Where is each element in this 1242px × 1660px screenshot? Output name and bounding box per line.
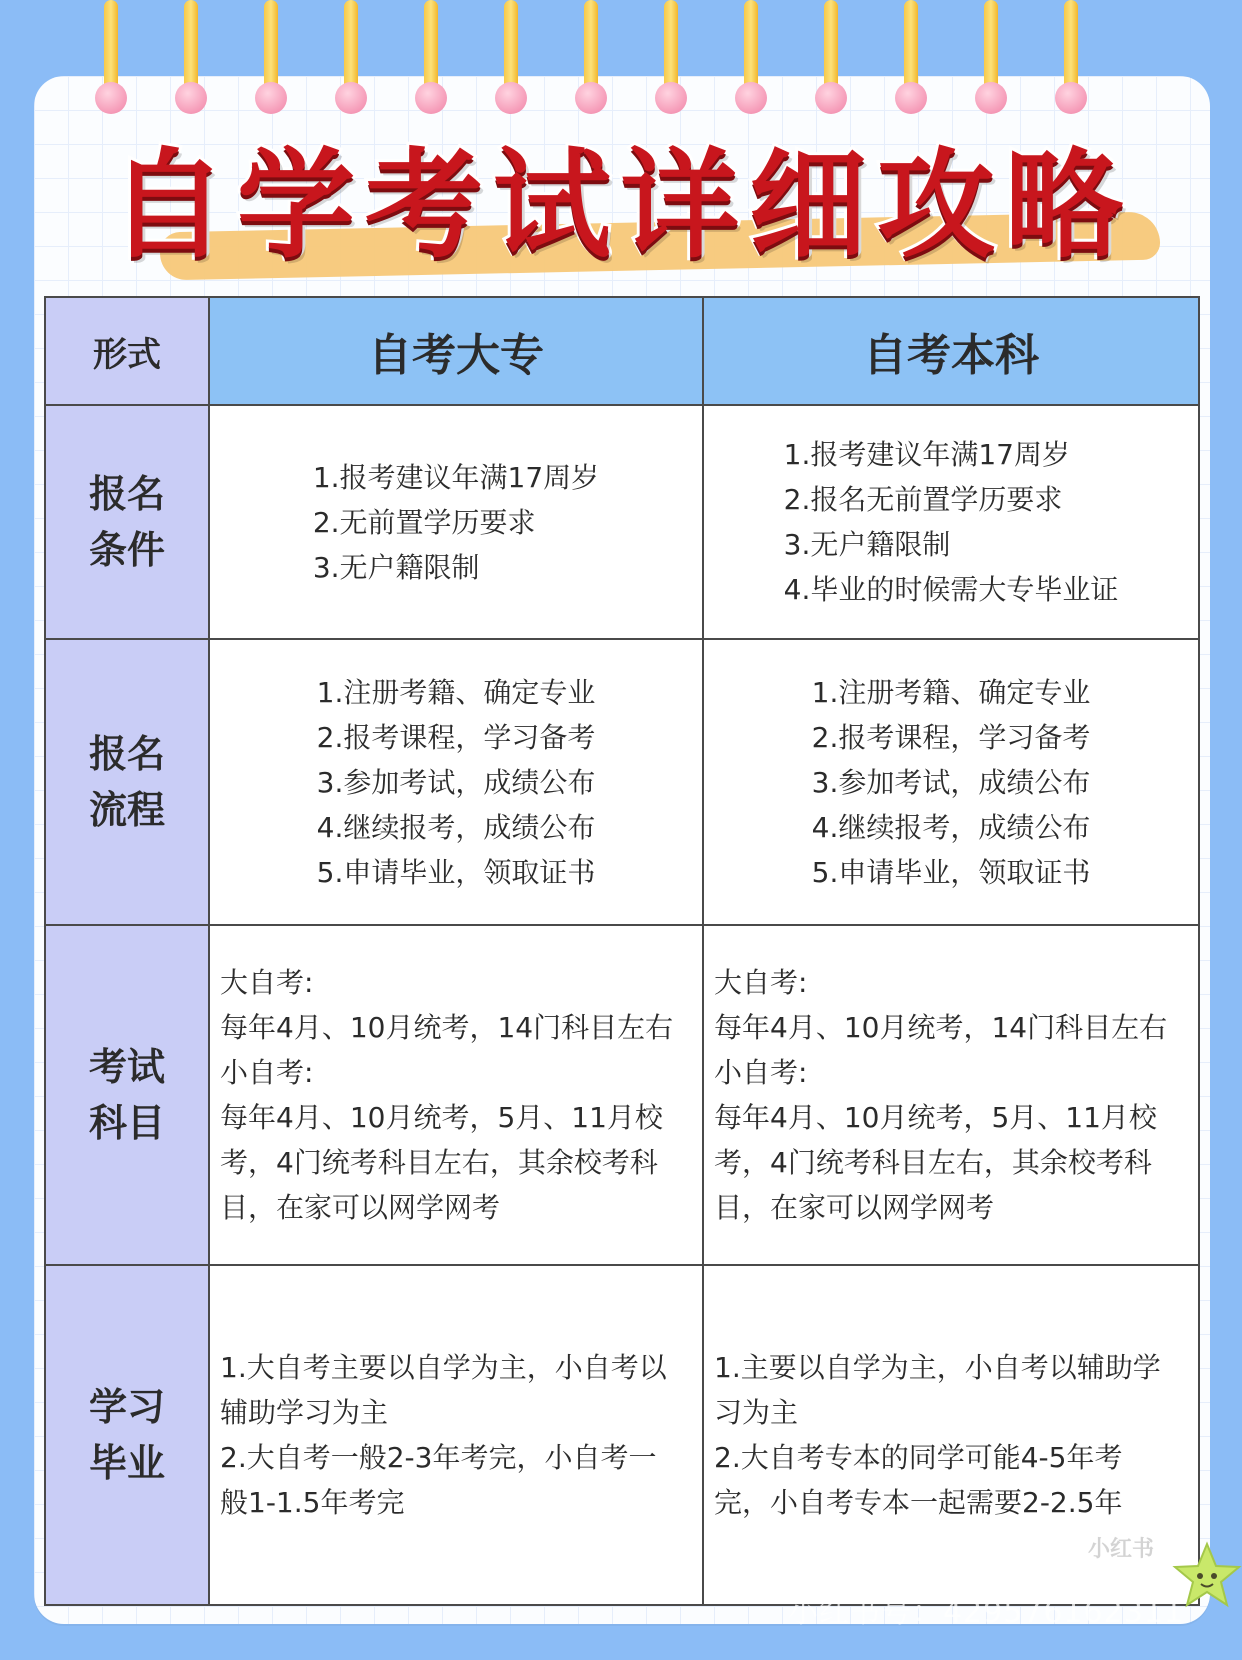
list-item: 每年4月、10月统考，5月、11月校: [220, 1101, 663, 1134]
binder-ring: [736, 0, 766, 106]
list-item: 习为主: [714, 1396, 799, 1429]
binder-ring: [496, 0, 526, 106]
binder-ring: [1056, 0, 1086, 106]
list-item: 辅助学习为主: [220, 1396, 389, 1429]
row-label-subjects: [45, 925, 209, 1265]
binder-ring: [336, 0, 366, 106]
list-item: 3.无户籍限制: [783, 528, 951, 561]
list-item: 2.大自考专本的同学可能4-5年考: [714, 1441, 1123, 1474]
list-item: 考，4门统考科目左右，其余校考科: [220, 1146, 658, 1179]
page-title: 自学考试详细攻略: [108, 136, 1133, 274]
list-item: 2.报考课程，学习备考: [316, 720, 596, 754]
table-header-row: [45, 297, 1199, 405]
binder-ring: [976, 0, 1006, 106]
process-associate: [209, 639, 703, 925]
title-banner: [40, 130, 1202, 280]
row-label-line: 科目: [88, 1101, 165, 1145]
binder-ring: [816, 0, 846, 106]
list-item: 1.大自考主要以自学为主，小自考以: [220, 1351, 667, 1384]
list-item: 3.无户籍限制: [312, 550, 480, 584]
list-item: 完，小自考专本一起需要2-2.5年: [714, 1486, 1123, 1519]
row-label-graduation: [45, 1265, 209, 1605]
row-label-line: 流程: [88, 788, 165, 832]
list-item: 2.大自考一般2-3年考完，小自考一: [220, 1441, 657, 1474]
table-row: [45, 1265, 1199, 1605]
header-col-associate: 自考大专: [209, 297, 703, 405]
list-item: 1.报考建议年满17周岁: [312, 460, 600, 494]
list-item: 5.申请毕业，领取证书: [811, 855, 1091, 889]
list-item: 3.参加考试，成绩公布: [316, 765, 596, 799]
binder-ring: [176, 0, 206, 106]
binder-rings: [0, 0, 1242, 140]
requirements-associate: [209, 405, 703, 639]
header-form-label: 形式: [45, 297, 209, 405]
row-label-line: 条件: [88, 528, 165, 572]
list-item: 每年4月、10月统考，5月、11月校: [714, 1101, 1157, 1134]
list-item: 大自考:: [714, 966, 808, 999]
binder-ring: [96, 0, 126, 106]
table-row: [45, 405, 1199, 639]
list-item: 2.报名无前置学历要求: [783, 483, 1063, 516]
row-label-process: [45, 639, 209, 925]
list-item: 小自考:: [220, 1056, 314, 1089]
binder-ring: [896, 0, 926, 106]
list-item: 1.注册考籍、确定专业: [316, 675, 596, 709]
list-item: 每年4月、10月统考，14门科目左右: [714, 1011, 1168, 1044]
subjects-associate: [209, 925, 703, 1265]
binder-ring: [256, 0, 286, 106]
process-bachelor: [703, 639, 1199, 925]
row-label-line: 考试: [88, 1045, 165, 1089]
list-item: 小自考:: [714, 1056, 808, 1089]
watermark-text: 小红书号：429576162311: [787, 1595, 1184, 1630]
list-item: 目，在家可以网学网考: [220, 1191, 501, 1224]
row-label-line: 毕业: [88, 1441, 165, 1485]
list-item: 1.注册考籍、确定专业: [811, 675, 1091, 709]
star-sticker-icon: [1172, 1540, 1242, 1610]
table-row: [45, 639, 1199, 925]
list-item: 4.毕业的时候需大专毕业证: [783, 573, 1119, 606]
binder-ring: [416, 0, 446, 106]
graduation-associate: [209, 1265, 703, 1605]
list-item: 1.报考建议年满17周岁: [783, 438, 1070, 471]
list-item: 考，4门统考科目左右，其余校考科: [714, 1146, 1152, 1179]
list-item: 4.继续报考，成绩公布: [811, 810, 1091, 844]
requirements-bachelor: [703, 405, 1199, 639]
list-item: 4.继续报考，成绩公布: [316, 810, 596, 844]
row-label-line: 报名: [88, 472, 165, 516]
list-item: 2.无前置学历要求: [312, 505, 536, 539]
list-item: 1.主要以自学为主，小自考以辅助学: [714, 1351, 1161, 1384]
list-item: 大自考:: [220, 966, 314, 999]
comparison-table: [44, 296, 1200, 1606]
binder-ring: [576, 0, 606, 106]
list-item: 般1-1.5年考完: [220, 1486, 405, 1519]
list-item: 目，在家可以网学网考: [714, 1191, 995, 1224]
row-label-line: 报名: [88, 732, 165, 776]
list-item: 2.报考课程，学习备考: [811, 720, 1091, 754]
list-item: 3.参加考试，成绩公布: [811, 765, 1091, 799]
header-col-bachelor: 自考本科: [703, 297, 1199, 405]
table-row: [45, 925, 1199, 1265]
row-label-requirements: [45, 405, 209, 639]
binder-ring: [656, 0, 686, 106]
list-item: 每年4月、10月统考，14门科目左右: [220, 1011, 674, 1044]
list-item: 5.申请毕业，领取证书: [316, 855, 596, 889]
row-label-line: 学习: [88, 1385, 165, 1429]
xiaohongshu-logo: 小红书: [1088, 1537, 1155, 1562]
subjects-bachelor: [703, 925, 1199, 1265]
